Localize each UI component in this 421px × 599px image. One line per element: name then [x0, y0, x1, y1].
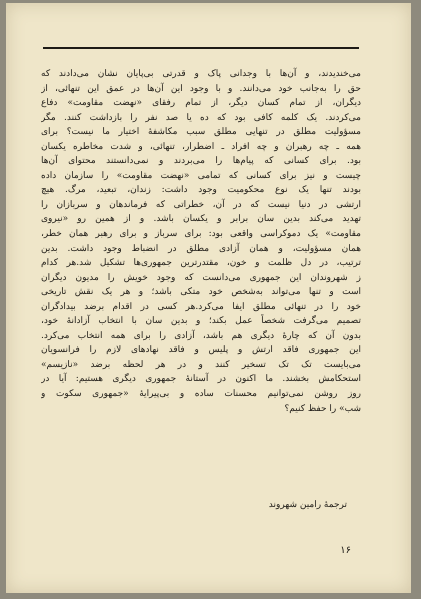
text-line: تصمیم می‌گرفت شخصاً عمل بکند؛ و بدین سان با انتخاب آزادانهٔ خود،: [41, 316, 361, 327]
top-rule: [43, 47, 359, 49]
text-line: ارتشی در دنیا نیست که در آن، خطراتی که فرماندهان و سربازان را: [41, 199, 361, 210]
text-line: حق را به‌جانب خود می‌دانند. و با وجود این آن‌ها در عمق این تنهائی، از: [41, 83, 361, 94]
text-line: تهدید می‌کند بدین سان برابر و یکسان باشد. و از همین رو «نیروی: [41, 214, 361, 225]
text-line: این جمهوری فاقد ارتش و پلیس و فاقد نهادهای لازم را فرانسویان: [41, 345, 361, 356]
text-line: مقاومت» یک دموکراسی واقعی بود: برای سرباز و برای رهبر همان خطر،: [41, 229, 361, 240]
text-line: ترتیب، در دل ظلمت و خون، مقتدرترین جمهوری‌ها تشکیل شد.هر کدام: [41, 258, 361, 269]
text-line: همه ـ چه رهبران و چه افراد ـ اضطرار، تنهائی، و شدت مخاطره یکسان: [41, 141, 361, 152]
text-line: شب» را حفظ کنیم؟: [284, 403, 361, 414]
text-line: مسؤولیت مطلق در تنهایی مطلق سبب مکاشفهٔ اختیار ما نیست؟ برای: [41, 127, 361, 138]
text-line: چیست و نیز برای کسانی که تمامی «نهضت مقاومت» را سازمان داده: [41, 170, 361, 181]
text-line: خود را در تنهائی مطلق ایفا می‌کرد.هر کسی در اقدام برضد بیدادگران: [41, 301, 361, 312]
text-line: بدون آن که چارهٔ دیگری هم باشد، آزادی را برای همه انتخاب می‌کرد.: [41, 330, 361, 341]
text-line: همان مسؤولیت، و همان آزادی مطلق در انضباط وجود داشت. بدین: [41, 243, 361, 254]
book-page: [6, 3, 411, 593]
text-line: دیگران، از تمام کسان دیگر، از تمام رفقای «نهضت مقاومت» دفاع: [41, 98, 361, 109]
text-line: روز روشن نمی‌توانیم محسنات ساده و بی‌پیرایهٔ «جمهوری سکوت و: [41, 389, 361, 400]
text-line: بودند تنها یک نوع محکومیت وجود داشت: زندان، تبعید، مرگ. هیچ: [41, 185, 361, 196]
body-paragraph: [41, 67, 361, 467]
translator-credit: ترجمهٔ رامین شهروند: [268, 500, 347, 510]
text-line: می‌کردند. یک کلمه کافی بود که ده یا صد نفر را بازداشت کنند. مگر: [41, 112, 361, 123]
text-line: است و تنها می‌تواند به‌شخص خود متکی باشد؛ و هر یک نقش تاریخی: [41, 287, 361, 298]
text-line: استحکامش بخشند. ما اکنون در آستانهٔ جمهوری دیگری هستیم: آیا در: [41, 374, 361, 385]
text-line: بود. برای کسانی که پیام‌ها را می‌بردند و نمی‌دانستند محتوای آن‌ها: [41, 156, 361, 167]
text-line: می‌خندیدند، و آن‌ها با وجدانی پاک و قدرتی بی‌پایان نشان می‌دادند که: [41, 69, 361, 79]
text-line: می‌بایست تک تک تسخیر کنند و در هر لحظه برضد «نازیسم»: [41, 359, 361, 370]
text-line: ز شهروندان این جمهوری می‌دانست که وجود خویش را مدیون دیگران: [41, 272, 361, 283]
page-number: ۱۶: [340, 545, 351, 556]
